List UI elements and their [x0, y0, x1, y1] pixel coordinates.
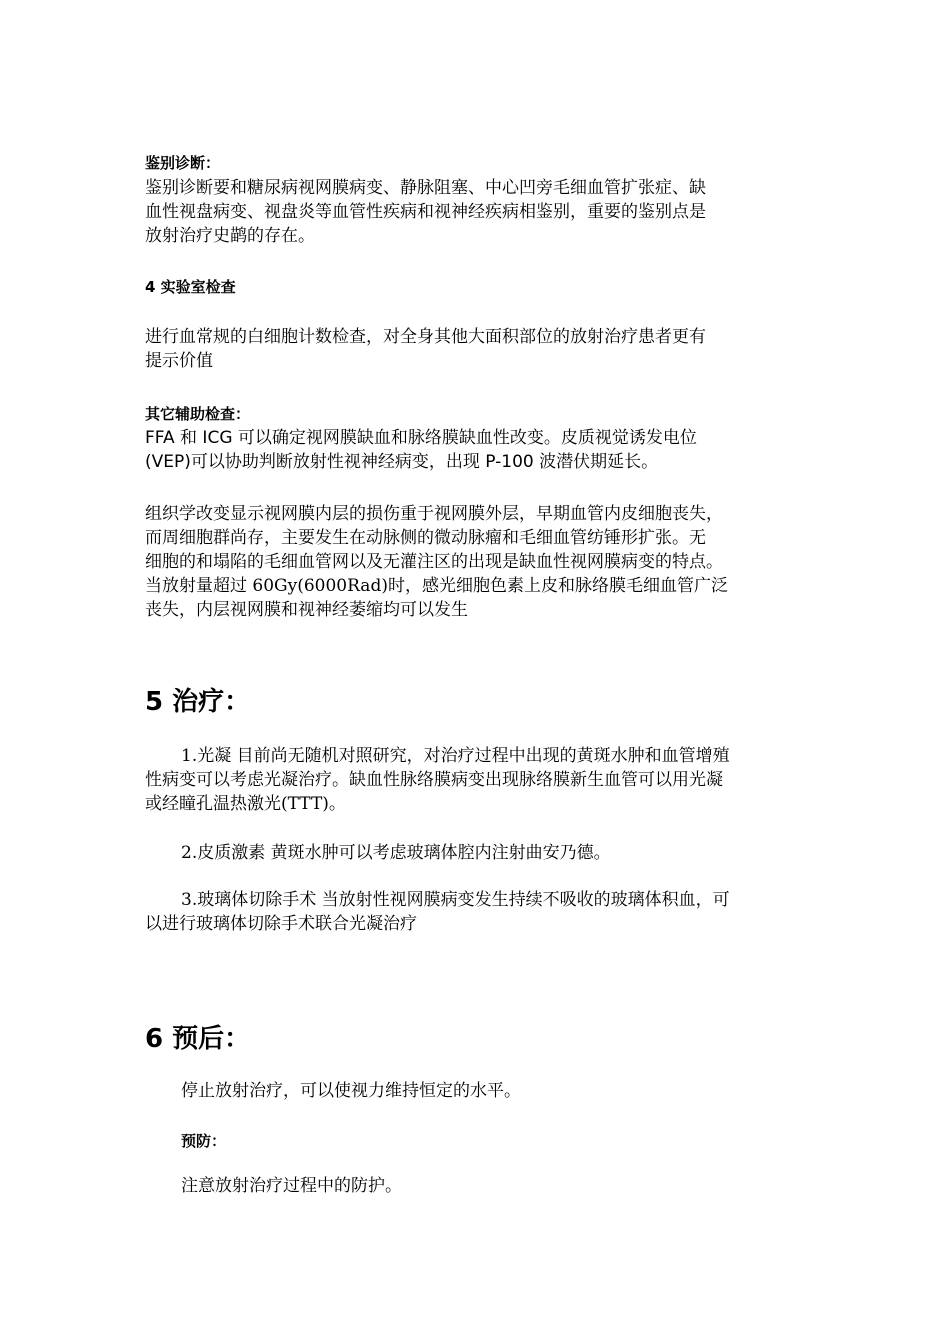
text-line: 鉴别诊断要和糖尿病视网膜病变、静脉阻塞、中心凹旁毛细血管扩张症、缺 — [145, 178, 706, 198]
text-line: (VEP)可以协助判断放射性视神经病变，出现 P-100 波潜伏期延长。 — [145, 452, 659, 472]
prevention-heading: 预防： — [181, 1132, 227, 1150]
text-line: 1.光凝 目前尚无随机对照研究，对治疗过程中出现的黄斑水肿和血管增殖 — [181, 746, 730, 766]
differential-diagnosis-paragraph — [145, 176, 706, 248]
text-line: 放射治疗史鹋的存在。 — [145, 226, 315, 246]
text-line: 性病变可以考虑光凝治疗。缺血性脉络膜病变出现脉络膜新生血管可以用光凝 — [145, 770, 723, 790]
auxiliary-exam-heading: 其它辅助检查： — [145, 405, 251, 423]
prognosis-text: 停止放射治疗，可以使视力维持恒定的水平。 — [181, 1081, 521, 1101]
treatment-heading: 5 治疗： — [145, 687, 251, 717]
treatment-item-vitrectomy — [145, 888, 730, 936]
lab-exam-heading: 4 实验室检查 — [145, 278, 236, 296]
differential-diagnosis-heading: 鉴别诊断： — [145, 154, 221, 172]
text-line: 细胞的和塌陷的毛细血管网以及无灌注区的出现是缺血性视网膜病变的特点。 — [145, 552, 723, 572]
text-line: 3.玻璃体切除手术 当放射性视网膜病变发生持续不吸收的玻璃体积血，可 — [181, 890, 730, 910]
auxiliary-exam-paragraph — [145, 426, 697, 474]
text-line: 血性视盘病变、视盘炎等血管性疾病和视神经疾病相鉴别，重要的鉴别点是 — [145, 202, 706, 222]
prognosis-heading: 6 预后： — [145, 1024, 251, 1054]
treatment-item-corticosteroid: 2.皮质激素 黄斑水肿可以考虑玻璃体腔内注射曲安乃德。 — [181, 843, 611, 863]
text-line: 进行血常规的白细胞计数检查，对全身其他大面积部位的放射治疗患者更有 — [145, 327, 706, 347]
text-line: 以进行玻璃体切除手术联合光凝治疗 — [145, 914, 417, 934]
text-line: 组织学改变显示视网膜内层的损伤重于视网膜外层，早期血管内皮细胞丧失， — [145, 504, 723, 524]
text-line: 提示价值 — [145, 351, 213, 371]
prevention-text: 注意放射治疗过程中的防护。 — [181, 1176, 402, 1196]
text-line: 丧失，内层视网膜和视神经萎缩均可以发生 — [145, 600, 468, 620]
text-line: 当放射量超过 60Gy(6000Rad)时，感光细胞色素上皮和脉络膜毛细血管广泛 — [145, 576, 728, 596]
lab-exam-paragraph — [145, 325, 706, 373]
text-line: 而周细胞群尚存，主要发生在动脉侧的微动脉瘤和毛细血管纺锤形扩张。无 — [145, 528, 706, 548]
text-line: FFA 和 ICG 可以确定视网膜缺血和脉络膜缺血性改变。皮质视觉诱发电位 — [145, 428, 697, 448]
text-line: 或经瞳孔温热激光(TTT)。 — [145, 794, 346, 814]
histology-paragraph — [145, 502, 728, 622]
treatment-item-photocoagulation — [145, 744, 730, 816]
